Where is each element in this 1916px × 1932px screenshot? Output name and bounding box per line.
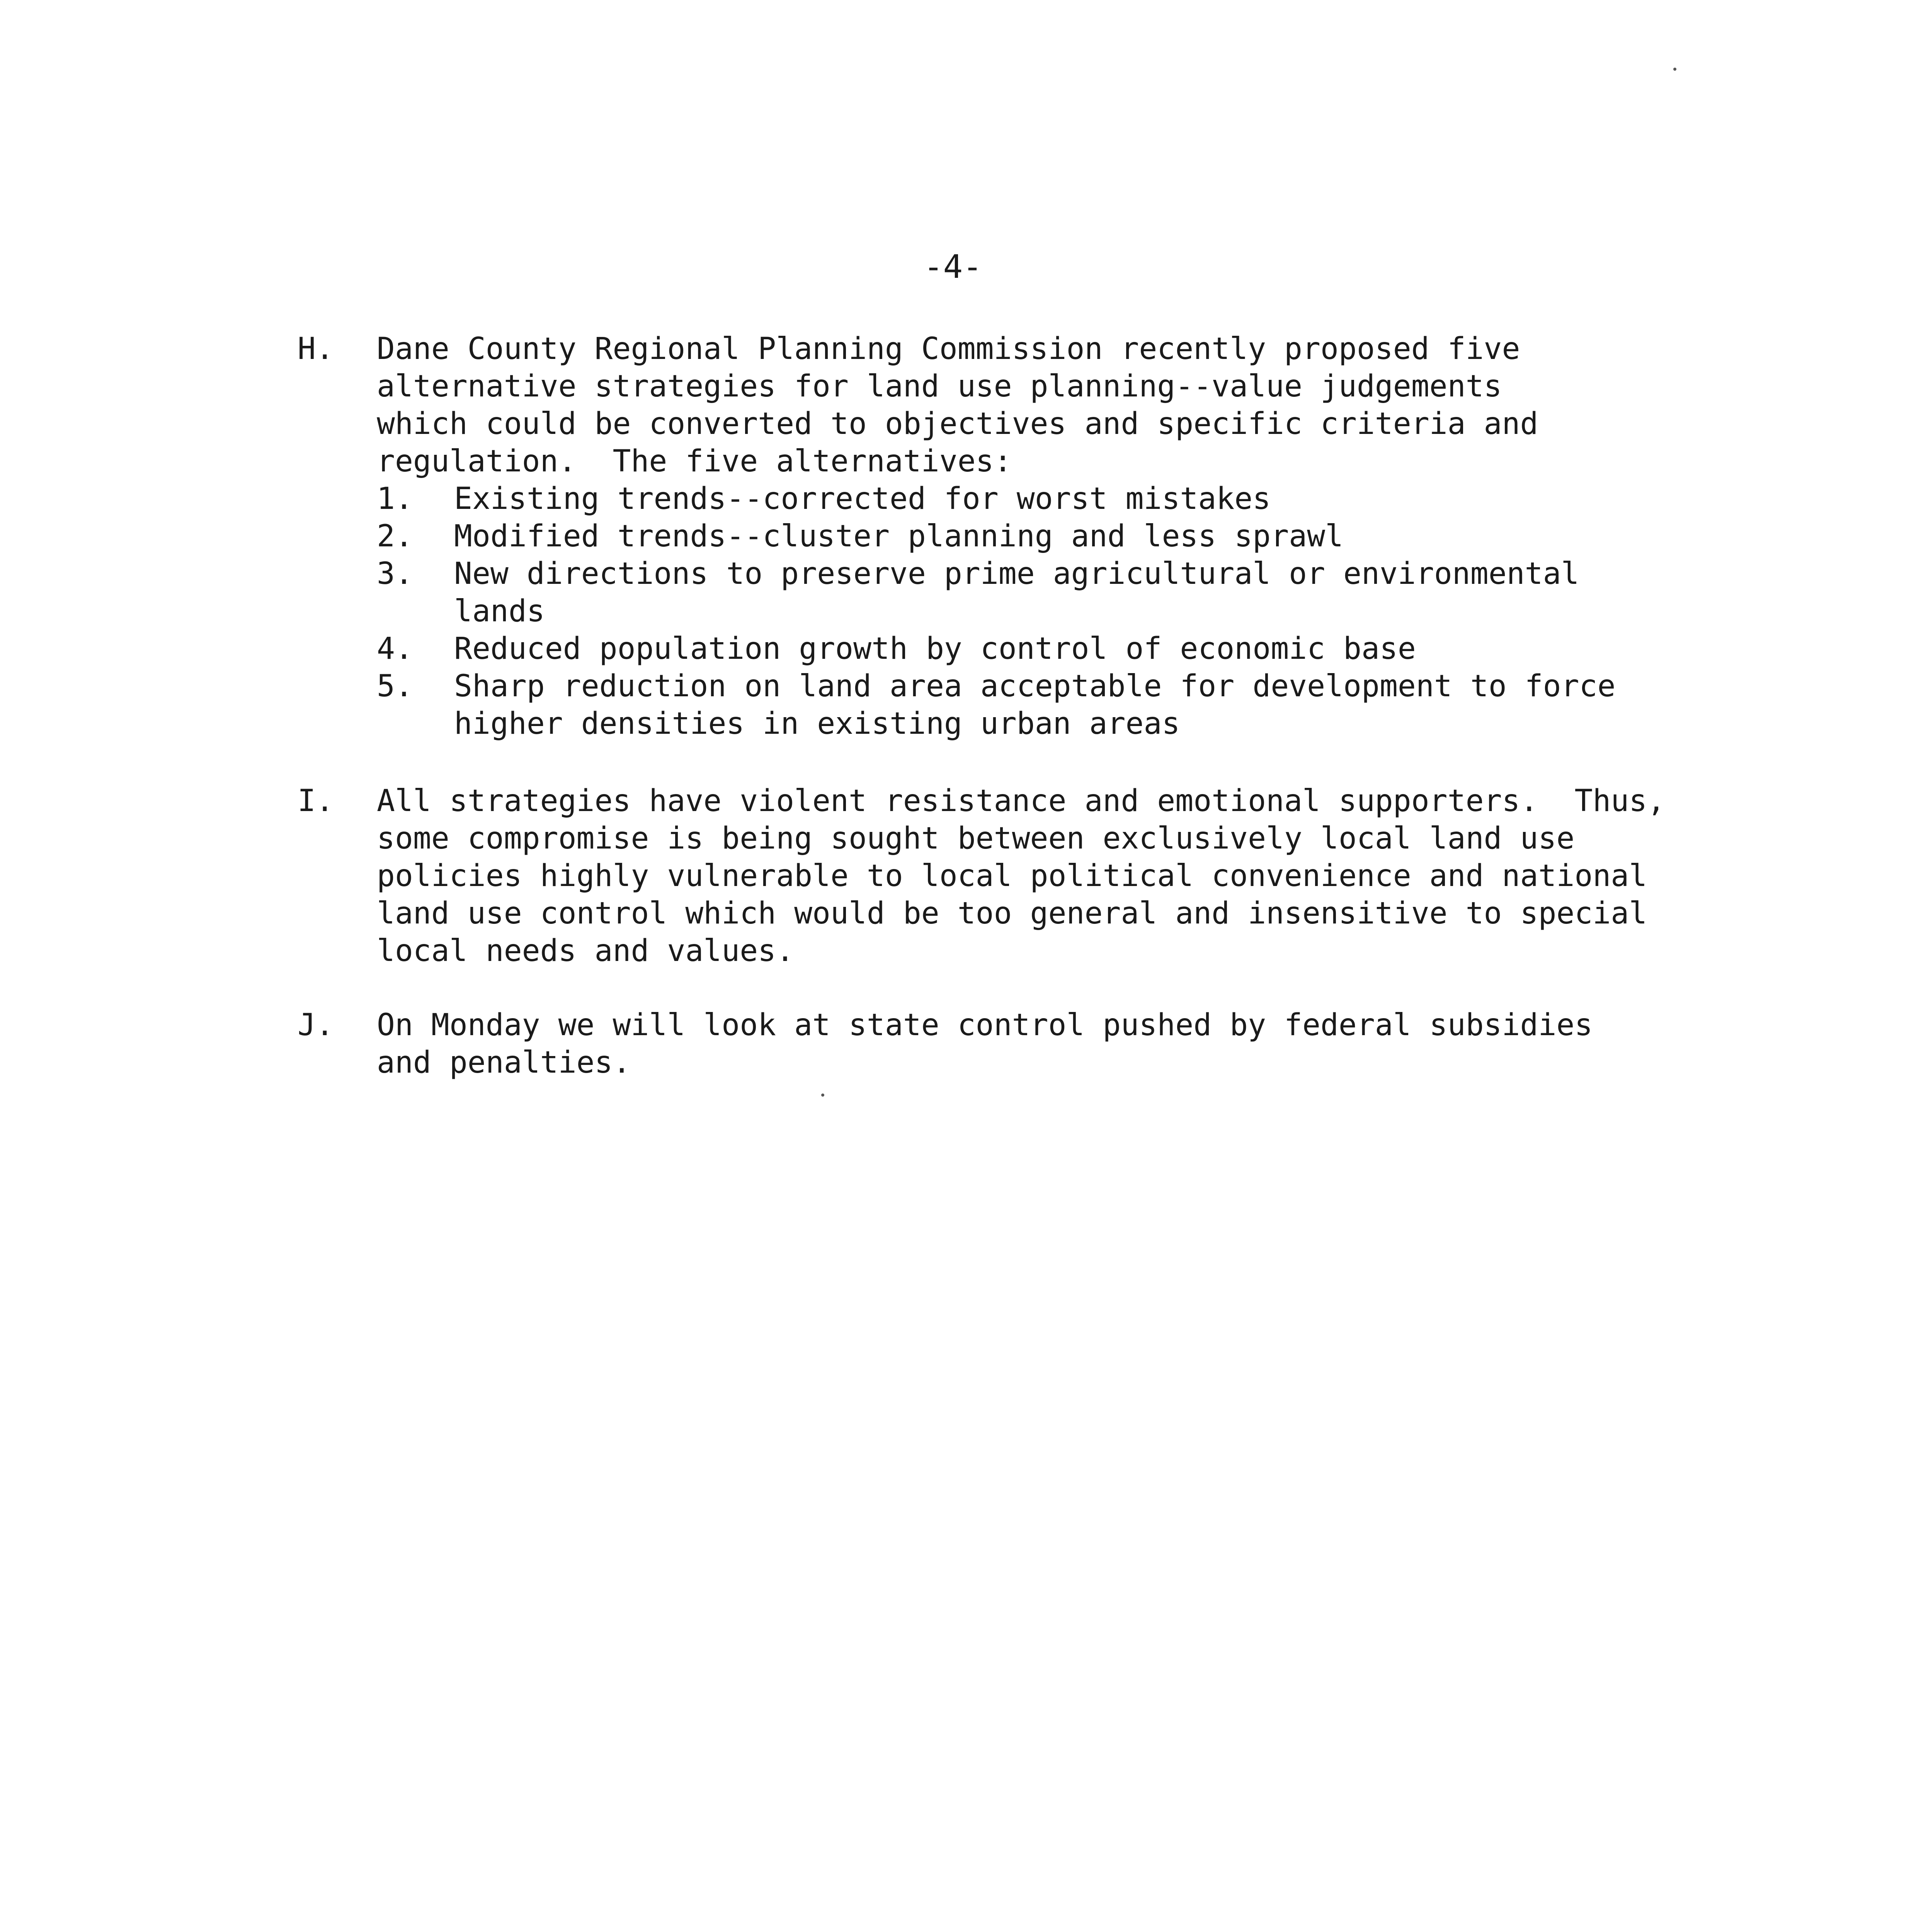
alternative-item-3	[377, 555, 1768, 630]
alternative-text: Existing trends--corrected for worst mistakes	[454, 481, 1271, 516]
alternative-text: lands	[454, 594, 545, 629]
alternative-text: New directions to preserve prime agricultural or environmental	[454, 556, 1579, 591]
alternative-number: 4.	[377, 631, 413, 666]
section-i-line: some compromise is being sought between exclusively local land use	[377, 821, 1575, 856]
section-h-body	[377, 330, 1768, 743]
alternative-item-4	[377, 630, 1768, 668]
section-j-letter: J.	[298, 1008, 334, 1043]
scan-speck	[821, 1094, 824, 1097]
section-j-body	[377, 1007, 1768, 1082]
section-h-intro-line: which could be converted to objectives and specific criteria and	[377, 406, 1538, 441]
alternative-number: 1.	[377, 481, 413, 516]
alternative-text: Sharp reduction on land area acceptable for development to force	[454, 669, 1616, 704]
section-i-line: local needs and values.	[377, 934, 795, 968]
alternative-item-2	[377, 518, 1768, 555]
alternative-item-1	[377, 480, 1768, 518]
section-i-line: All strategies have violent resistance and emotional supporters. Thus,	[377, 784, 1666, 818]
alternative-item-5	[377, 668, 1768, 743]
alternative-text: Modified trends--cluster planning and less sprawl	[454, 519, 1344, 554]
section-j-line: and penalties.	[377, 1045, 631, 1080]
section-h-intro-line: Dane County Regional Planning Commission recently proposed five	[377, 332, 1520, 366]
section-i-line: policies highly vulnerable to local political convenience and national	[377, 859, 1647, 893]
alternative-text: higher densities in existing urban areas	[454, 706, 1180, 741]
section-h-intro-line: alternative strategies for land use planning--value judgements	[377, 369, 1502, 404]
section-j-line: On Monday we will look at state control pushed by federal subsidies	[377, 1008, 1593, 1043]
section-i-line: land use control which would be too general and insensitive to special	[377, 896, 1647, 931]
section-i-letter: I.	[298, 784, 334, 818]
scan-speck	[1673, 68, 1676, 71]
alternative-number: 5.	[377, 669, 413, 704]
section-i-body	[377, 782, 1768, 970]
section-h-intro-line: regulation. The five alternatives:	[377, 444, 1012, 479]
section-h-letter: H.	[298, 332, 334, 366]
alternative-number: 2.	[377, 519, 413, 554]
alternative-text: Reduced population growth by control of economic base	[454, 631, 1416, 666]
alternative-number: 3.	[377, 556, 413, 591]
page-number: -4-	[924, 248, 982, 286]
